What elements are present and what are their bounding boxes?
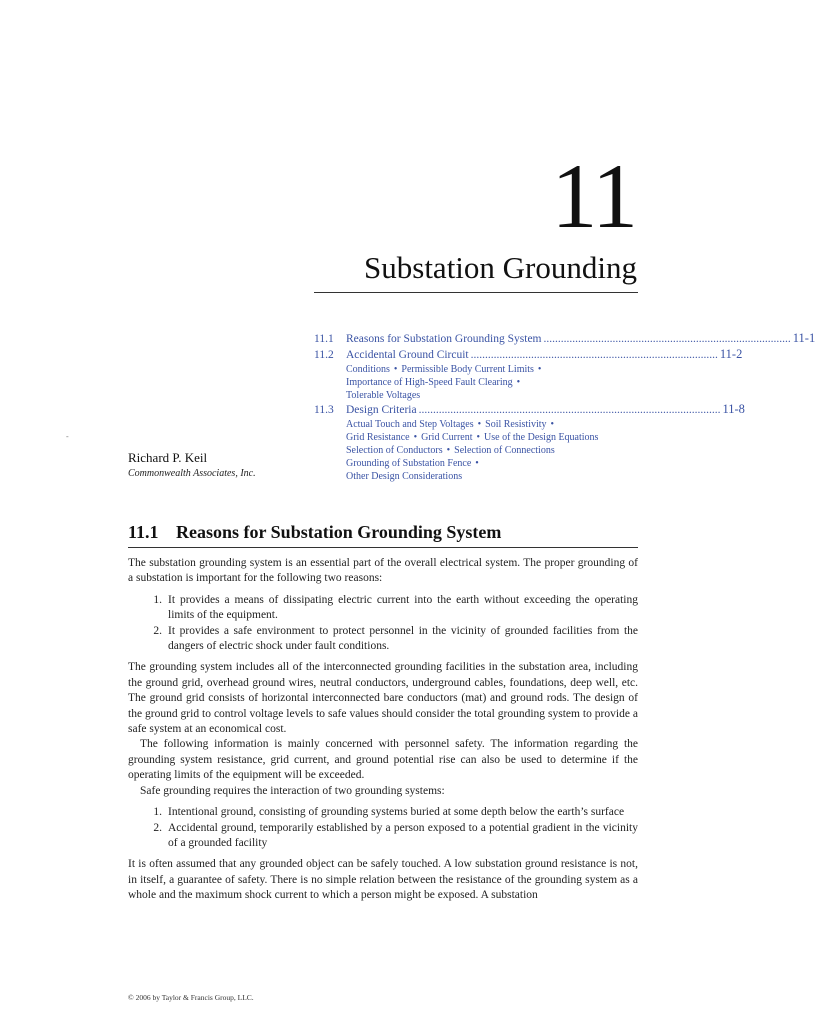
list-text: Accidental ground, temporarily established by a person exposed to a potential gradient in the vicinity of a grounded facility <box>168 821 638 849</box>
section-number: 11.1 <box>128 522 159 542</box>
toc-entry-title[interactable]: Accidental Ground Circuit <box>346 349 469 361</box>
toc-subtopics <box>314 418 638 483</box>
toc-subtopic[interactable]: Actual Touch and Step Voltages <box>346 419 474 430</box>
numbered-list <box>128 593 638 655</box>
paragraph: The following information is mainly concerned with personnel safety. The information regarding the grounding system resistance, grid current, and ground potential rise can also be used to determine if the operating limits of the equipment will be exceeded. <box>128 738 638 782</box>
author-affiliation: Commonwealth Associates, Inc. <box>128 468 256 479</box>
title-divider <box>314 292 638 293</box>
toc-entry-title[interactable]: Reasons for Substation Grounding System <box>346 333 542 345</box>
toc-entry-number: 11.3 <box>314 404 334 416</box>
toc-subtopic[interactable]: Tolerable Voltages <box>346 390 421 401</box>
toc-entry-title[interactable]: Design Criteria <box>346 404 417 416</box>
toc-subtopic[interactable]: Grid Resistance <box>346 432 410 443</box>
toc-entry[interactable] <box>314 347 743 363</box>
list-item <box>128 805 638 820</box>
numbered-list <box>128 805 638 851</box>
bullet-separator: • <box>446 445 451 456</box>
toc-subtopic[interactable]: Selection of Conductors <box>346 445 443 456</box>
author-block <box>128 450 256 479</box>
toc-entry-page[interactable]: 11-8 <box>722 402 745 416</box>
toc-leader-dots: ...................................................................................... <box>543 333 791 345</box>
list-item <box>128 624 638 655</box>
bullet-separator: • <box>475 458 479 469</box>
toc-entry-number: 11.2 <box>314 349 334 361</box>
toc-subtopic[interactable]: Selection of Connections <box>454 445 555 456</box>
toc-subtopic[interactable]: Grounding of Substation Fence <box>346 458 472 469</box>
list-item <box>128 593 638 624</box>
toc-subtopics <box>314 363 638 402</box>
stray-mark: - <box>66 432 69 441</box>
bullet-separator: • <box>476 432 481 443</box>
section-heading <box>128 522 638 543</box>
list-number: 1. <box>153 806 162 819</box>
list-number: 1. <box>153 593 162 606</box>
toc-entry[interactable] <box>314 402 745 418</box>
paragraph: The substation grounding system is an essential part of the overall electrical system. The proper grounding of a substation is important for the following two reasons: <box>128 557 638 585</box>
toc-subtopic[interactable]: Permissible Body Current Limits <box>401 364 534 375</box>
toc-subtopic[interactable]: Other Design Considerations <box>346 471 463 482</box>
toc-leader-dots: ......................................................................................................... <box>418 404 721 416</box>
list-text: It provides a means of dissipating electric current into the earth without exceeding the operating limits of the equipment. <box>168 593 638 622</box>
bullet-separator: • <box>477 419 482 430</box>
toc-subtopic[interactable]: Use of the Design Equations <box>484 432 599 443</box>
bullet-separator: • <box>537 364 542 375</box>
toc-leader-dots: ...................................................................................... <box>470 349 718 361</box>
section-title: Reasons for Substation Grounding System <box>176 522 502 542</box>
bullet-separator: • <box>393 364 398 375</box>
list-item <box>128 821 638 852</box>
section-divider <box>128 547 638 548</box>
list-text: It provides a safe environment to protect personnel in the vicinity of grounded facilities from the dangers of electric shock under fault conditions. <box>168 624 638 653</box>
toc-subtopic[interactable]: Importance of High-Speed Fault Clearing <box>346 377 513 388</box>
list-text: Intentional ground, consisting of grounding systems buried at some depth below the earth’s surface <box>168 806 625 819</box>
list-number: 2. <box>153 821 162 834</box>
body-text <box>128 556 638 904</box>
list-number: 2. <box>153 624 162 637</box>
paragraph: The grounding system includes all of the interconnected grounding facilities in the substation area, including the ground grid, overhead ground wires, neutral conductors, underground cables, foundations, deep well, etc. The ground grid consists of horizontal interconnected bare conductors (mat) and ground rods. The design of the ground grid to control voltage levels to safe values should consider the total grounding system to provide a safe system at an economical cost. <box>128 661 638 736</box>
author-name: Richard P. Keil <box>128 450 208 465</box>
paragraph: Safe grounding requires the interaction of two grounding systems: <box>140 784 445 797</box>
toc-entry-number: 11.1 <box>314 333 334 345</box>
toc-entry[interactable] <box>314 331 815 347</box>
toc-entry-page[interactable]: 11-2 <box>719 347 743 361</box>
paragraph: It is often assumed that any grounded object can be safely touched. A low substation ground resistance is not, in itself, a guarantee of safety. There is no simple relation between the resistance of the grounding system as a whole and the maximum shock current to which a person might be exposed. A substation <box>128 858 638 902</box>
toc-subtopic[interactable]: Conditions <box>346 364 390 375</box>
bullet-separator: • <box>413 432 418 443</box>
toc-subtopic[interactable]: Grid Current <box>421 432 473 443</box>
chapter-number: 11 <box>551 145 636 247</box>
toc-entry-page[interactable]: 11-1 <box>792 331 815 345</box>
toc-subtopic[interactable]: Soil Resistivity <box>485 419 547 430</box>
table-of-contents <box>314 331 815 483</box>
copyright-notice: © 2006 by Taylor & Francis Group, LLC. <box>128 993 254 1002</box>
bullet-separator: • <box>516 377 521 388</box>
bullet-separator: • <box>550 419 555 430</box>
chapter-title: Substation Grounding <box>364 250 637 285</box>
